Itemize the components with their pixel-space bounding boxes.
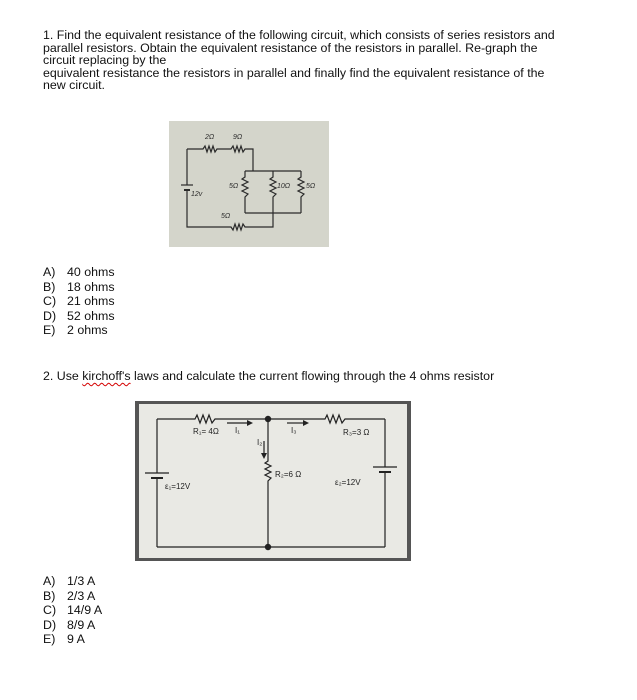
option-c[interactable] [43, 294, 115, 309]
label-i3: I₃ [291, 426, 297, 435]
question-2-text [43, 369, 494, 383]
question-1-line: new circuit. [43, 78, 105, 93]
junction-top [265, 416, 271, 422]
option-letter: C) [43, 603, 57, 618]
question-2-suffix: laws and calculate the current flowing through the 4 ohms resistor [130, 369, 495, 383]
option-text: 18 ohms [67, 279, 115, 294]
option-text: 21 ohms [67, 294, 115, 309]
figure-background [169, 121, 329, 247]
label-r1: R₁= 4Ω [193, 427, 219, 436]
spellcheck-word: kirchoff's [82, 369, 131, 383]
question-1-line: 1. Find the equivalent resistance of the following circuit, which consists of series resistors and [43, 28, 555, 42]
question-2-options [43, 574, 102, 647]
circuit-diagram-1 [169, 121, 329, 247]
option-letter: E) [43, 323, 56, 338]
label-e1: ε₁=12V [165, 482, 191, 491]
label-i1: I₁ [235, 426, 240, 435]
option-text: 52 ohms [67, 308, 115, 323]
option-d[interactable] [43, 618, 102, 633]
label-e2: ε₂=12V [335, 478, 361, 487]
label-9-ohm: 9Ω [233, 134, 243, 141]
label-5-ohm-bottom: 5Ω [221, 213, 231, 220]
option-c[interactable] [43, 603, 102, 618]
option-letter: B) [43, 279, 56, 294]
option-text: 1/3 A [67, 574, 96, 588]
question-1-text [43, 29, 618, 92]
label-12v: 12v [191, 191, 203, 198]
option-e[interactable] [43, 323, 115, 338]
question-2-prefix: 2. Use [43, 369, 83, 383]
question-1-line: parallel resistors. Obtain the equivalent resistance of the resistors in parallel. Re-graph the [43, 40, 538, 55]
option-letter: B) [43, 588, 56, 603]
option-letter: E) [43, 632, 56, 647]
option-letter: A) [43, 265, 56, 279]
label-i2: I₂ [257, 438, 263, 447]
question-1-options [43, 265, 115, 338]
option-e[interactable] [43, 632, 102, 647]
option-text: 2 ohms [67, 323, 108, 338]
option-letter: D) [43, 617, 57, 632]
option-b[interactable] [43, 589, 102, 604]
label-r3: R₃=3 Ω [343, 428, 370, 437]
option-text: 9 A [67, 632, 85, 647]
junction-bottom [265, 544, 271, 550]
option-letter: C) [43, 294, 57, 309]
question-1-line: equivalent resistance the resistors in parallel and finally find the equivalent resistance of the [43, 65, 545, 80]
label-10-ohm: 10Ω [277, 183, 291, 190]
label-2-ohm: 2Ω [205, 134, 215, 141]
option-text: 14/9 A [67, 603, 103, 618]
label-r2: R₂=6 Ω [275, 470, 302, 479]
option-a[interactable] [43, 574, 102, 589]
label-5-ohm-left: 5Ω [229, 183, 239, 190]
option-a[interactable] [43, 265, 115, 280]
option-d[interactable] [43, 309, 115, 324]
label-5-ohm-right: 5Ω [306, 183, 316, 190]
option-letter: A) [43, 574, 56, 588]
option-text: 40 ohms [67, 265, 115, 279]
question-1-line: circuit replacing by the [43, 53, 167, 68]
option-text: 8/9 A [67, 617, 96, 632]
option-letter: D) [43, 308, 57, 323]
option-b[interactable] [43, 280, 115, 295]
option-text: 2/3 A [67, 588, 96, 603]
circuit-diagram-2 [135, 401, 411, 561]
